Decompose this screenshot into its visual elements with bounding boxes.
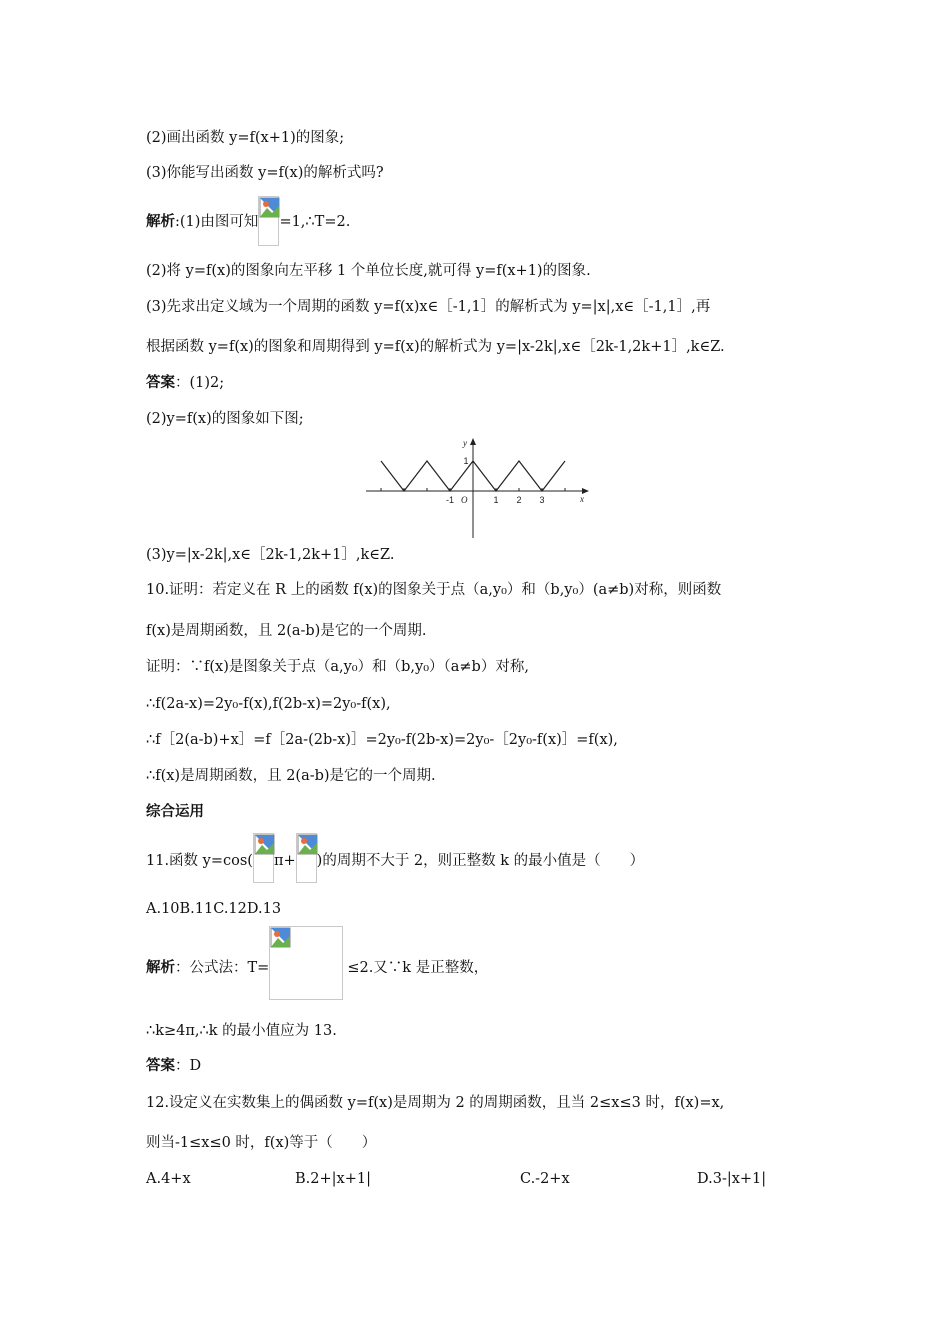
broken-image-icon (253, 833, 274, 883)
option-a: A.4+x (146, 1171, 191, 1187)
x-tick-label: 1 (493, 495, 499, 505)
option-b: B.2+|x+1| (295, 1171, 371, 1187)
line-solution-2: (2)将 y=f(x)的图象向左平移 1 个单位长度,就可得 y=f(x+1)的图象. (146, 263, 591, 279)
line-answer-11: 答案：D (146, 1058, 202, 1074)
y-tick-label: 1 (463, 456, 469, 466)
x-axis-label: x (580, 494, 584, 504)
line-solution-3b: 根据函数 y=f(x)的图象和周期得到 y=f(x)的解析式为 y=|x-2k|,x∈［2k-1,2k+1］,k∈Z. (146, 339, 725, 355)
line-proof-1: 证明：∵f(x)是图象关于点（a,y₀）和（b,y₀）（a≠b）对称, (146, 659, 529, 675)
line-proof-2: ∴f(2a-x)=2y₀-f(x),f(2b-x)=2y₀-f(x), (146, 696, 391, 712)
line-part2-question: (2)画出函数 y=f(x+1)的图象; (146, 130, 345, 146)
line-solution-3a: (3)先求出定义域为一个周期的函数 y=f(x)x∈［-1,1］的解析式为 y=|x|,x∈［-1,1］,再 (146, 299, 711, 315)
origin-label: O (461, 495, 468, 505)
option-c: C.-2+x (520, 1171, 570, 1187)
line-solution-11b: ∴k≥4π,∴k 的最小值应为 13. (146, 1023, 337, 1039)
line-proof-3: ∴f［2(a-b)+x］=f［2a-(2b-x)］=2y₀-f(2b-x)=2y₀-［2y₀-f(x)］=f(x), (146, 732, 618, 748)
x-tick-label: -1 (445, 495, 455, 505)
broken-image-icon (269, 926, 343, 1000)
broken-image-icon (296, 833, 317, 883)
solution-label: 解析 (146, 214, 175, 230)
function-graph (362, 436, 592, 540)
line-problem-11: 11.函数 y=cos( π+ )的周期不大于 2，则正整数 k 的最小值是（ ） (146, 851, 644, 871)
line-answer-3: (3)y=|x-2k|,x∈［2k-1,2k+1］,k∈Z. (146, 547, 395, 563)
line-problem-10a: 10.证明：若定义在 R 上的函数 f(x)的图象关于点（a,y₀）和（b,y₀）(a≠b)对称，则函数 (146, 582, 722, 598)
y-axis-arrow (470, 438, 476, 445)
y-axis-label: y (463, 438, 467, 448)
line-options-11: A.10B.11C.12D.13 (146, 901, 282, 917)
x-tick-label: 3 (539, 495, 545, 505)
line-part3-question: (3)你能写出函数 y=f(x)的解析式吗? (146, 165, 384, 181)
line-problem-12b: 则当-1≤x≤0 时，f(x)等于（ ） (146, 1135, 377, 1151)
answer-label: 答案 (146, 1058, 175, 1074)
option-d: D.3-|x+1| (697, 1171, 767, 1187)
answer-label: 答案 (146, 375, 175, 391)
x-tick-label: 2 (516, 495, 522, 505)
line-problem-10b: f(x)是周期函数，且 2(a-b)是它的一个周期. (146, 623, 427, 639)
line-solution-1: 解析:(1)由图可知 =1,∴T=2. (146, 212, 350, 232)
section-heading: 综合运用 (146, 804, 204, 820)
line-answer-1: 答案：(1)2; (146, 375, 225, 391)
line-proof-4: ∴f(x)是周期函数，且 2(a-b)是它的一个周期. (146, 768, 436, 784)
line-solution-11: 解析：公式法：T= ≤2.又∵k 是正整数， (146, 958, 488, 978)
broken-image-icon (258, 196, 279, 246)
solution-label: 解析 (146, 960, 175, 976)
line-problem-12a: 12.设定义在实数集上的偶函数 y=f(x)是周期为 2 的周期函数，且当 2≤x≤3 时，f(x)=x, (146, 1095, 725, 1111)
line-answer-2: (2)y=f(x)的图象如下图; (146, 411, 304, 427)
